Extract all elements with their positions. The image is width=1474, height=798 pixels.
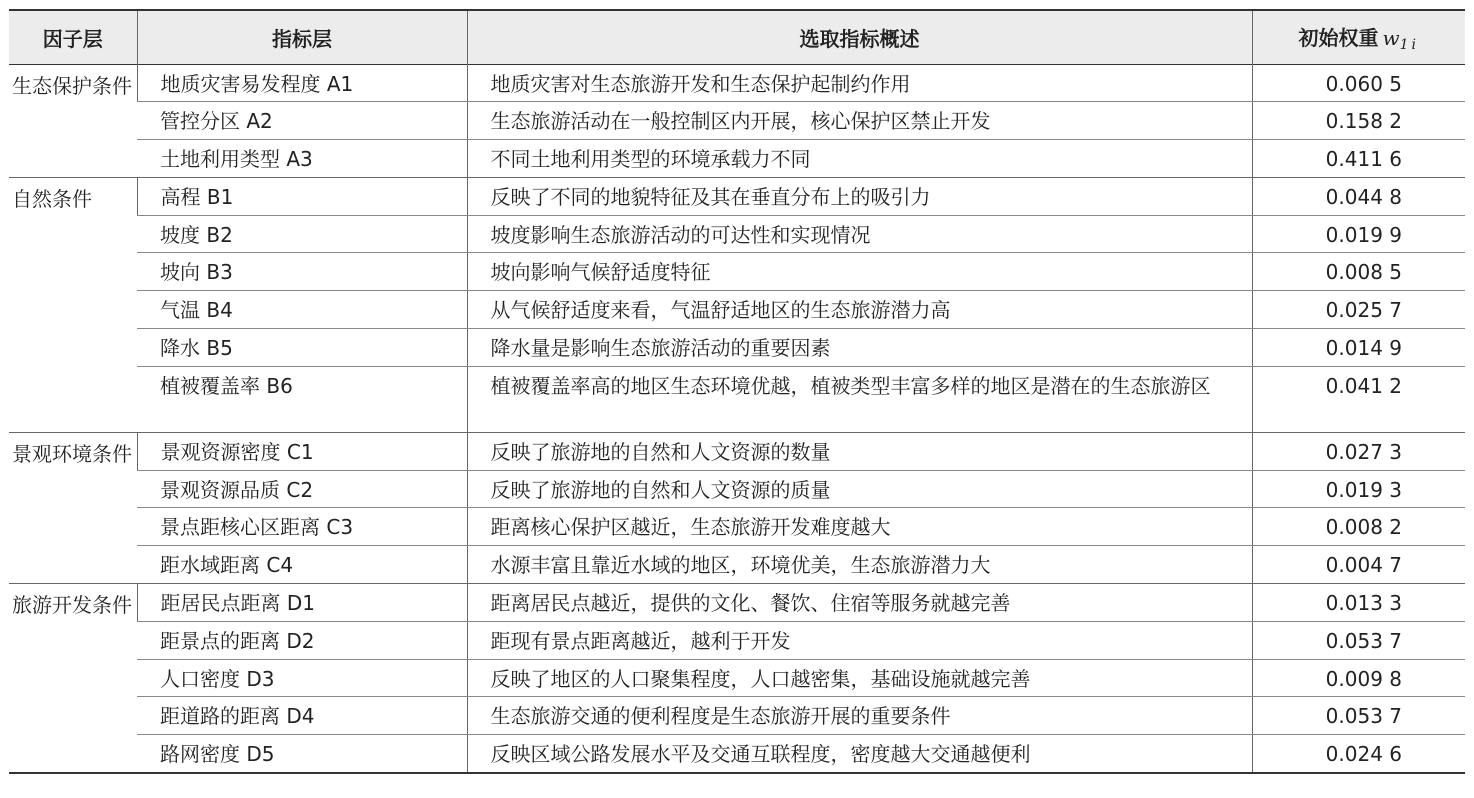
description-cell: 植被覆盖率高的地区生态环境优越，植被类型丰富多样的地区是潜在的生态旅游区	[467, 366, 1252, 432]
header-row	[9, 10, 1465, 64]
indicator-weight-table	[9, 9, 1465, 774]
indicator-cell: 土地利用类型 A3	[137, 140, 467, 178]
table-row	[9, 697, 1465, 735]
weight-cell: 0.053 7	[1252, 697, 1465, 735]
factor-cell-natural: 自然条件	[9, 177, 137, 432]
indicator-cell: 距居民点距离 D1	[137, 584, 467, 622]
table-row	[9, 584, 1465, 622]
weight-cell: 0.019 9	[1252, 215, 1465, 253]
weight-cell: 0.044 8	[1252, 177, 1465, 215]
description-cell: 反映了地区的人口聚集程度，人口越密集，基础设施就越完善	[467, 659, 1252, 697]
description-cell: 地质灾害对生态旅游开发和生态保护起制约作用	[467, 64, 1252, 102]
table-row	[9, 102, 1465, 140]
indicator-cell: 路网密度 D5	[137, 735, 467, 773]
table-header	[9, 10, 1465, 64]
description-cell: 反映了旅游地的自然和人文资源的数量	[467, 432, 1252, 470]
description-cell: 距离核心保护区越近，生态旅游开发难度越大	[467, 508, 1252, 546]
weight-cell: 0.025 7	[1252, 291, 1465, 329]
table-row	[9, 508, 1465, 546]
indicator-cell: 距景点的距离 D2	[137, 621, 467, 659]
description-cell: 反映了不同的地貌特征及其在垂直分布上的吸引力	[467, 177, 1252, 215]
weight-cell: 0.041 2	[1252, 366, 1465, 432]
table-row	[9, 735, 1465, 773]
weight-cell: 0.060 5	[1252, 64, 1465, 102]
table-row	[9, 140, 1465, 178]
indicator-table-container	[9, 9, 1465, 774]
description-cell: 距现有景点距离越近，越利于开发	[467, 621, 1252, 659]
weight-cell: 0.053 7	[1252, 621, 1465, 659]
table-row	[9, 432, 1465, 470]
indicator-cell: 植被覆盖率 B6	[137, 366, 467, 432]
indicator-cell: 坡向 B3	[137, 253, 467, 291]
weight-cell: 0.013 3	[1252, 584, 1465, 622]
description-cell: 从气候舒适度来看，气温舒适地区的生态旅游潜力高	[467, 291, 1252, 329]
indicator-cell: 高程 B1	[137, 177, 467, 215]
table-row	[9, 546, 1465, 584]
description-cell: 反映了旅游地的自然和人文资源的质量	[467, 470, 1252, 508]
table-row	[9, 253, 1465, 291]
weight-subscript: 1i	[1399, 36, 1419, 53]
weight-cell: 0.158 2	[1252, 102, 1465, 140]
description-cell: 距离居民点越近，提供的文化、餐饮、住宿等服务就越完善	[467, 584, 1252, 622]
weight-cell: 0.019 3	[1252, 470, 1465, 508]
indicator-cell: 距道路的距离 D4	[137, 697, 467, 735]
weight-cell: 0.004 7	[1252, 546, 1465, 584]
table-row	[9, 215, 1465, 253]
weight-cell: 0.027 3	[1252, 432, 1465, 470]
indicator-cell: 景观资源品质 C2	[137, 470, 467, 508]
header-weight-label: 初始权重	[1298, 25, 1379, 50]
table-row	[9, 177, 1465, 215]
description-cell: 水源丰富且靠近水域的地区，环境优美，生态旅游潜力大	[467, 546, 1252, 584]
description-cell: 生态旅游活动在一般控制区内开展，核心保护区禁止开发	[467, 102, 1252, 140]
description-cell: 不同土地利用类型的环境承载力不同	[467, 140, 1252, 178]
indicator-cell: 坡度 B2	[137, 215, 467, 253]
weight-cell: 0.024 6	[1252, 735, 1465, 773]
weight-cell: 0.411 6	[1252, 140, 1465, 178]
indicator-cell: 景点距核心区距离 C3	[137, 508, 467, 546]
table-row	[9, 659, 1465, 697]
description-cell: 坡度影响生态旅游活动的可达性和实现情况	[467, 215, 1252, 253]
description-cell: 生态旅游交通的便利程度是生态旅游开展的重要条件	[467, 697, 1252, 735]
table-row	[9, 366, 1465, 432]
weight-symbol: w	[1382, 25, 1400, 50]
header-weight	[1252, 10, 1465, 64]
indicator-cell: 地质灾害易发程度 A1	[137, 64, 467, 102]
indicator-cell: 景观资源密度 C1	[137, 432, 467, 470]
indicator-cell: 人口密度 D3	[137, 659, 467, 697]
indicator-cell: 距水域距离 C4	[137, 546, 467, 584]
indicator-cell: 气温 B4	[137, 291, 467, 329]
description-cell: 降水量是影响生态旅游活动的重要因素	[467, 329, 1252, 367]
factor-cell-tourism-dev: 旅游开发条件	[9, 584, 137, 773]
indicator-cell: 管控分区 A2	[137, 102, 467, 140]
header-indicator: 指标层	[137, 10, 467, 64]
header-factor: 因子层	[42, 26, 103, 51]
table-row	[9, 291, 1465, 329]
factor-cell-eco-protection: 生态保护条件	[9, 64, 137, 177]
table-row	[9, 329, 1465, 367]
description-cell: 坡向影响气候舒适度特征	[467, 253, 1252, 291]
weight-cell: 0.008 2	[1252, 508, 1465, 546]
table-row	[9, 64, 1465, 102]
description-cell: 反映区域公路发展水平及交通互联程度，密度越大交通越便利	[467, 735, 1252, 773]
indicator-cell: 降水 B5	[137, 329, 467, 367]
weight-cell: 0.008 5	[1252, 253, 1465, 291]
factor-cell-landscape: 景观环境条件	[9, 432, 137, 583]
table-body	[9, 64, 1465, 773]
weight-cell: 0.014 9	[1252, 329, 1465, 367]
table-row	[9, 621, 1465, 659]
weight-cell: 0.009 8	[1252, 659, 1465, 697]
header-description: 选取指标概述	[467, 10, 1252, 64]
table-row	[9, 470, 1465, 508]
